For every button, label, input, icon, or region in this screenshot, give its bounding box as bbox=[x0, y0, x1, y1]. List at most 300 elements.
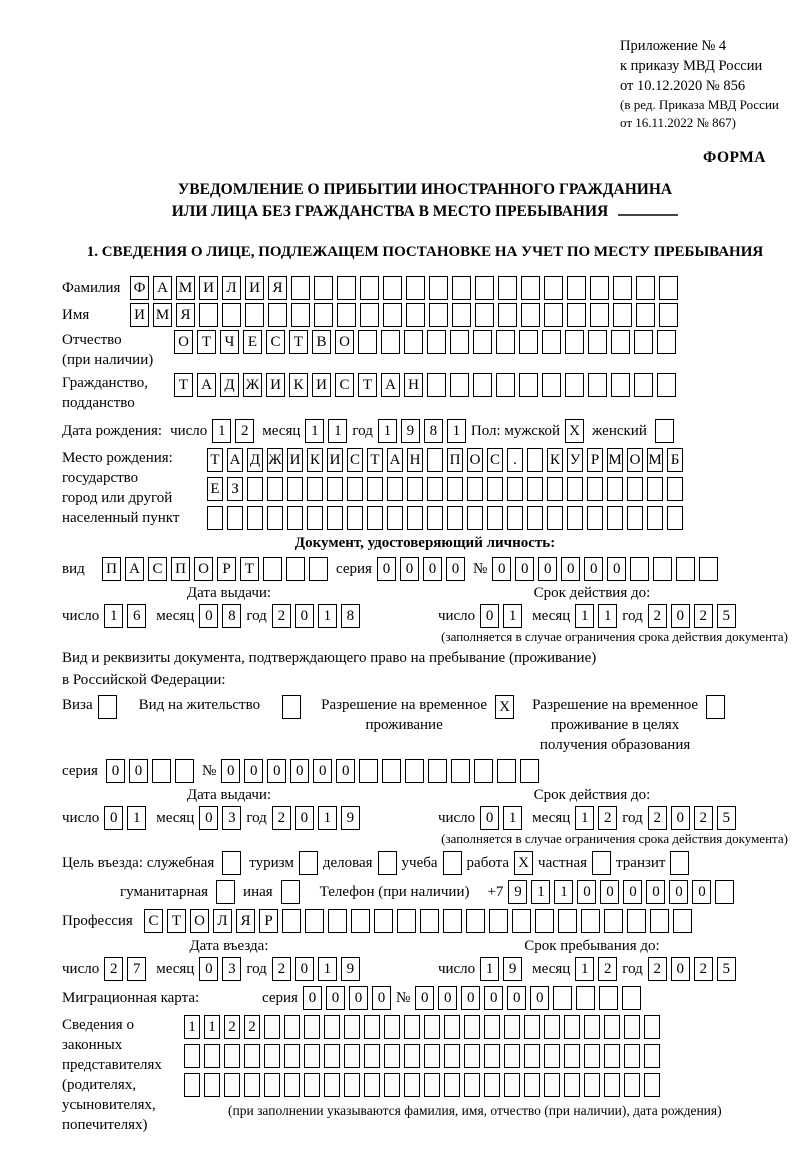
char-box[interactable]: Е bbox=[243, 330, 262, 354]
char-box[interactable] bbox=[427, 506, 443, 530]
char-box[interactable] bbox=[659, 303, 678, 327]
char-box[interactable] bbox=[216, 880, 235, 904]
char-box[interactable]: Р bbox=[587, 448, 603, 472]
char-box[interactable] bbox=[428, 759, 447, 783]
char-box[interactable]: С bbox=[347, 448, 363, 472]
char-box[interactable] bbox=[657, 330, 676, 354]
char-box[interactable]: 2 bbox=[244, 1015, 260, 1039]
char-box[interactable] bbox=[604, 1073, 620, 1097]
char-box[interactable]: 2 bbox=[598, 806, 617, 830]
char-box[interactable]: 2 bbox=[272, 806, 291, 830]
char-box[interactable] bbox=[387, 477, 403, 501]
char-box[interactable] bbox=[584, 1073, 600, 1097]
char-box[interactable] bbox=[607, 506, 623, 530]
char-box[interactable]: 0 bbox=[480, 806, 499, 830]
char-box[interactable] bbox=[344, 1044, 360, 1068]
char-box[interactable]: 0 bbox=[104, 806, 123, 830]
char-box[interactable]: 0 bbox=[372, 986, 391, 1010]
char-box[interactable] bbox=[447, 506, 463, 530]
char-box[interactable] bbox=[404, 1073, 420, 1097]
char-box[interactable] bbox=[364, 1015, 380, 1039]
char-box[interactable]: 1 bbox=[328, 419, 347, 443]
char-box[interactable] bbox=[504, 1044, 520, 1068]
char-box[interactable] bbox=[299, 851, 318, 875]
char-box[interactable]: 5 bbox=[717, 806, 736, 830]
char-box[interactable]: 0 bbox=[106, 759, 125, 783]
char-box[interactable] bbox=[304, 1044, 320, 1068]
title-blank-underline[interactable] bbox=[618, 204, 678, 216]
char-box[interactable] bbox=[98, 695, 117, 719]
char-box[interactable] bbox=[444, 1073, 460, 1097]
char-box[interactable]: 6 bbox=[127, 604, 146, 628]
char-box[interactable] bbox=[327, 477, 343, 501]
char-box[interactable]: 0 bbox=[129, 759, 148, 783]
char-box[interactable]: О bbox=[467, 448, 483, 472]
char-box[interactable] bbox=[567, 506, 583, 530]
char-box[interactable] bbox=[564, 1044, 580, 1068]
char-box[interactable] bbox=[429, 276, 448, 300]
char-box[interactable] bbox=[204, 1073, 220, 1097]
char-box[interactable] bbox=[427, 330, 446, 354]
char-box[interactable]: Т bbox=[358, 373, 377, 397]
char-box[interactable] bbox=[287, 506, 303, 530]
char-box[interactable] bbox=[383, 276, 402, 300]
char-box[interactable] bbox=[484, 1015, 500, 1039]
char-box[interactable]: Я bbox=[268, 276, 287, 300]
char-box[interactable]: И bbox=[287, 448, 303, 472]
char-box[interactable] bbox=[466, 909, 485, 933]
char-box[interactable]: Е bbox=[207, 477, 223, 501]
char-box[interactable]: 0 bbox=[492, 557, 511, 581]
char-box[interactable]: 0 bbox=[461, 986, 480, 1010]
char-box[interactable]: В bbox=[312, 330, 331, 354]
char-box[interactable] bbox=[634, 373, 653, 397]
char-box[interactable]: 0 bbox=[423, 557, 442, 581]
char-box[interactable]: 2 bbox=[235, 419, 254, 443]
char-box[interactable] bbox=[267, 506, 283, 530]
char-box[interactable] bbox=[247, 477, 263, 501]
char-box[interactable] bbox=[404, 1015, 420, 1039]
char-box[interactable] bbox=[263, 557, 282, 581]
char-box[interactable]: Ф bbox=[130, 276, 149, 300]
char-box[interactable]: Т bbox=[240, 557, 259, 581]
char-box[interactable] bbox=[547, 506, 563, 530]
char-box[interactable] bbox=[224, 1073, 240, 1097]
char-box[interactable] bbox=[284, 1015, 300, 1039]
char-box[interactable]: 0 bbox=[313, 759, 332, 783]
char-box[interactable] bbox=[544, 1073, 560, 1097]
char-box[interactable] bbox=[524, 1044, 540, 1068]
char-box[interactable]: С bbox=[335, 373, 354, 397]
char-box[interactable] bbox=[667, 477, 683, 501]
char-box[interactable] bbox=[521, 303, 540, 327]
char-box[interactable]: М bbox=[607, 448, 623, 472]
char-box[interactable] bbox=[644, 1015, 660, 1039]
char-box[interactable] bbox=[464, 1073, 480, 1097]
char-box[interactable] bbox=[547, 477, 563, 501]
char-box[interactable]: X bbox=[514, 851, 533, 875]
char-box[interactable] bbox=[473, 330, 492, 354]
char-box[interactable] bbox=[624, 1073, 640, 1097]
char-box[interactable] bbox=[381, 330, 400, 354]
char-box[interactable]: 0 bbox=[400, 557, 419, 581]
char-box[interactable] bbox=[267, 477, 283, 501]
char-box[interactable]: 8 bbox=[424, 419, 443, 443]
char-box[interactable] bbox=[553, 986, 572, 1010]
char-box[interactable] bbox=[564, 1073, 580, 1097]
char-box[interactable] bbox=[344, 1073, 360, 1097]
char-box[interactable]: 0 bbox=[199, 604, 218, 628]
char-box[interactable]: Н bbox=[407, 448, 423, 472]
char-box[interactable] bbox=[644, 1073, 660, 1097]
char-box[interactable] bbox=[291, 276, 310, 300]
char-box[interactable] bbox=[282, 695, 301, 719]
char-box[interactable]: 0 bbox=[577, 880, 596, 904]
char-box[interactable] bbox=[307, 506, 323, 530]
char-box[interactable]: 2 bbox=[694, 604, 713, 628]
char-box[interactable] bbox=[604, 1044, 620, 1068]
char-box[interactable]: А bbox=[197, 373, 216, 397]
char-box[interactable] bbox=[527, 448, 543, 472]
char-box[interactable]: Т bbox=[289, 330, 308, 354]
char-box[interactable] bbox=[407, 506, 423, 530]
char-box[interactable] bbox=[653, 557, 672, 581]
char-box[interactable]: И bbox=[266, 373, 285, 397]
char-box[interactable]: М bbox=[647, 448, 663, 472]
char-box[interactable]: 0 bbox=[438, 986, 457, 1010]
char-box[interactable]: 9 bbox=[503, 957, 522, 981]
char-box[interactable]: 5 bbox=[717, 604, 736, 628]
char-box[interactable] bbox=[676, 557, 695, 581]
char-box[interactable] bbox=[584, 1044, 600, 1068]
char-box[interactable]: Ж bbox=[267, 448, 283, 472]
char-box[interactable] bbox=[286, 557, 305, 581]
char-box[interactable] bbox=[304, 1015, 320, 1039]
char-box[interactable]: 0 bbox=[199, 957, 218, 981]
char-box[interactable] bbox=[309, 557, 328, 581]
char-box[interactable]: И bbox=[199, 276, 218, 300]
char-box[interactable] bbox=[467, 506, 483, 530]
char-box[interactable]: 0 bbox=[584, 557, 603, 581]
char-box[interactable]: Ч bbox=[220, 330, 239, 354]
char-box[interactable] bbox=[384, 1073, 400, 1097]
char-box[interactable]: Ж bbox=[243, 373, 262, 397]
char-box[interactable] bbox=[622, 986, 641, 1010]
char-box[interactable] bbox=[314, 276, 333, 300]
char-box[interactable] bbox=[590, 276, 609, 300]
char-box[interactable]: К bbox=[289, 373, 308, 397]
char-box[interactable] bbox=[588, 330, 607, 354]
char-box[interactable]: 0 bbox=[561, 557, 580, 581]
char-box[interactable] bbox=[284, 1044, 300, 1068]
char-box[interactable]: 0 bbox=[295, 957, 314, 981]
char-box[interactable]: 0 bbox=[538, 557, 557, 581]
char-box[interactable] bbox=[204, 1044, 220, 1068]
char-box[interactable] bbox=[613, 276, 632, 300]
char-box[interactable] bbox=[347, 477, 363, 501]
char-box[interactable] bbox=[378, 851, 397, 875]
char-box[interactable] bbox=[444, 1044, 460, 1068]
char-box[interactable] bbox=[374, 909, 393, 933]
char-box[interactable]: 0 bbox=[607, 557, 626, 581]
char-box[interactable]: Р bbox=[259, 909, 278, 933]
char-box[interactable] bbox=[627, 909, 646, 933]
char-box[interactable] bbox=[304, 1073, 320, 1097]
char-box[interactable] bbox=[175, 759, 194, 783]
char-box[interactable] bbox=[475, 303, 494, 327]
char-box[interactable]: 1 bbox=[480, 957, 499, 981]
char-box[interactable] bbox=[636, 276, 655, 300]
char-box[interactable] bbox=[264, 1015, 280, 1039]
char-box[interactable] bbox=[360, 276, 379, 300]
char-box[interactable] bbox=[699, 557, 718, 581]
char-box[interactable]: 9 bbox=[508, 880, 527, 904]
char-box[interactable] bbox=[444, 1015, 460, 1039]
char-box[interactable] bbox=[473, 373, 492, 397]
char-box[interactable] bbox=[544, 1015, 560, 1039]
char-box[interactable]: Т bbox=[207, 448, 223, 472]
char-box[interactable]: 1 bbox=[318, 604, 337, 628]
char-box[interactable] bbox=[337, 276, 356, 300]
char-box[interactable]: 0 bbox=[267, 759, 286, 783]
char-box[interactable] bbox=[443, 909, 462, 933]
char-box[interactable] bbox=[222, 851, 241, 875]
char-box[interactable]: 1 bbox=[184, 1015, 200, 1039]
char-box[interactable] bbox=[484, 1073, 500, 1097]
char-box[interactable]: 0 bbox=[326, 986, 345, 1010]
char-box[interactable] bbox=[337, 303, 356, 327]
char-box[interactable] bbox=[424, 1044, 440, 1068]
char-box[interactable] bbox=[324, 1015, 340, 1039]
char-box[interactable]: 0 bbox=[295, 604, 314, 628]
char-box[interactable] bbox=[199, 303, 218, 327]
char-box[interactable]: 1 bbox=[104, 604, 123, 628]
char-box[interactable]: Д bbox=[220, 373, 239, 397]
char-box[interactable] bbox=[452, 276, 471, 300]
char-box[interactable] bbox=[207, 506, 223, 530]
char-box[interactable]: 0 bbox=[671, 604, 690, 628]
char-box[interactable]: 1 bbox=[318, 806, 337, 830]
char-box[interactable] bbox=[588, 373, 607, 397]
char-box[interactable] bbox=[670, 851, 689, 875]
char-box[interactable]: 0 bbox=[244, 759, 263, 783]
char-box[interactable]: 2 bbox=[694, 957, 713, 981]
char-box[interactable] bbox=[247, 506, 263, 530]
char-box[interactable]: 0 bbox=[692, 880, 711, 904]
char-box[interactable] bbox=[524, 1015, 540, 1039]
char-box[interactable] bbox=[467, 477, 483, 501]
char-box[interactable] bbox=[324, 1073, 340, 1097]
char-box[interactable] bbox=[655, 419, 674, 443]
char-box[interactable]: 8 bbox=[341, 604, 360, 628]
char-box[interactable] bbox=[367, 477, 383, 501]
char-box[interactable]: 0 bbox=[199, 806, 218, 830]
char-box[interactable] bbox=[599, 986, 618, 1010]
char-box[interactable]: А bbox=[387, 448, 403, 472]
char-box[interactable]: 3 bbox=[222, 806, 241, 830]
char-box[interactable]: 0 bbox=[377, 557, 396, 581]
char-box[interactable]: Я bbox=[236, 909, 255, 933]
char-box[interactable] bbox=[519, 330, 538, 354]
char-box[interactable]: 1 bbox=[503, 604, 522, 628]
char-box[interactable] bbox=[657, 373, 676, 397]
char-box[interactable] bbox=[367, 506, 383, 530]
char-box[interactable]: 1 bbox=[127, 806, 146, 830]
char-box[interactable]: 0 bbox=[671, 957, 690, 981]
char-box[interactable]: 7 bbox=[127, 957, 146, 981]
char-box[interactable] bbox=[384, 1015, 400, 1039]
char-box[interactable] bbox=[535, 909, 554, 933]
char-box[interactable] bbox=[524, 1073, 540, 1097]
char-box[interactable] bbox=[544, 303, 563, 327]
char-box[interactable] bbox=[512, 909, 531, 933]
char-box[interactable] bbox=[184, 1073, 200, 1097]
char-box[interactable] bbox=[634, 330, 653, 354]
char-box[interactable]: 2 bbox=[272, 957, 291, 981]
char-box[interactable] bbox=[407, 477, 423, 501]
char-box[interactable]: К bbox=[547, 448, 563, 472]
char-box[interactable]: А bbox=[153, 276, 172, 300]
char-box[interactable]: Л bbox=[213, 909, 232, 933]
char-box[interactable] bbox=[429, 303, 448, 327]
char-box[interactable] bbox=[327, 506, 343, 530]
char-box[interactable] bbox=[404, 1044, 420, 1068]
char-box[interactable] bbox=[427, 477, 443, 501]
char-box[interactable] bbox=[359, 759, 378, 783]
char-box[interactable] bbox=[581, 909, 600, 933]
char-box[interactable]: О bbox=[194, 557, 213, 581]
char-box[interactable]: И bbox=[130, 303, 149, 327]
char-box[interactable]: 1 bbox=[503, 806, 522, 830]
char-box[interactable]: 9 bbox=[401, 419, 420, 443]
char-box[interactable] bbox=[497, 759, 516, 783]
char-box[interactable]: 1 bbox=[598, 604, 617, 628]
char-box[interactable] bbox=[558, 909, 577, 933]
char-box[interactable]: 1 bbox=[305, 419, 324, 443]
char-box[interactable] bbox=[667, 506, 683, 530]
char-box[interactable] bbox=[604, 1015, 620, 1039]
char-box[interactable] bbox=[519, 373, 538, 397]
char-box[interactable]: 1 bbox=[447, 419, 466, 443]
char-box[interactable] bbox=[576, 986, 595, 1010]
char-box[interactable]: 0 bbox=[336, 759, 355, 783]
char-box[interactable] bbox=[587, 477, 603, 501]
char-box[interactable] bbox=[565, 330, 584, 354]
char-box[interactable] bbox=[650, 909, 669, 933]
char-box[interactable] bbox=[604, 909, 623, 933]
char-box[interactable] bbox=[527, 506, 543, 530]
char-box[interactable] bbox=[405, 759, 424, 783]
char-box[interactable] bbox=[624, 1044, 640, 1068]
char-box[interactable] bbox=[487, 477, 503, 501]
char-box[interactable]: . bbox=[507, 448, 523, 472]
char-box[interactable] bbox=[464, 1015, 480, 1039]
char-box[interactable]: X bbox=[565, 419, 584, 443]
char-box[interactable] bbox=[314, 303, 333, 327]
char-box[interactable] bbox=[451, 759, 470, 783]
char-box[interactable] bbox=[404, 330, 423, 354]
char-box[interactable] bbox=[659, 276, 678, 300]
char-box[interactable] bbox=[268, 303, 287, 327]
char-box[interactable] bbox=[474, 759, 493, 783]
char-box[interactable]: С bbox=[487, 448, 503, 472]
char-box[interactable]: О bbox=[627, 448, 643, 472]
char-box[interactable] bbox=[607, 477, 623, 501]
char-box[interactable]: X bbox=[495, 695, 514, 719]
char-box[interactable]: 0 bbox=[669, 880, 688, 904]
char-box[interactable] bbox=[427, 373, 446, 397]
char-box[interactable]: Т bbox=[367, 448, 383, 472]
char-box[interactable] bbox=[627, 506, 643, 530]
char-box[interactable] bbox=[567, 303, 586, 327]
char-box[interactable] bbox=[452, 303, 471, 327]
char-box[interactable]: М bbox=[153, 303, 172, 327]
char-box[interactable] bbox=[484, 1044, 500, 1068]
char-box[interactable] bbox=[387, 506, 403, 530]
char-box[interactable] bbox=[507, 506, 523, 530]
char-box[interactable] bbox=[706, 695, 725, 719]
char-box[interactable]: 0 bbox=[446, 557, 465, 581]
char-box[interactable] bbox=[264, 1044, 280, 1068]
char-box[interactable] bbox=[590, 303, 609, 327]
char-box[interactable]: 1 bbox=[212, 419, 231, 443]
char-box[interactable] bbox=[715, 880, 734, 904]
char-box[interactable] bbox=[305, 909, 324, 933]
char-box[interactable]: 1 bbox=[531, 880, 550, 904]
char-box[interactable] bbox=[496, 373, 515, 397]
char-box[interactable] bbox=[592, 851, 611, 875]
char-box[interactable] bbox=[152, 759, 171, 783]
char-box[interactable]: 0 bbox=[349, 986, 368, 1010]
char-box[interactable]: И bbox=[245, 276, 264, 300]
char-box[interactable] bbox=[527, 477, 543, 501]
char-box[interactable]: 0 bbox=[646, 880, 665, 904]
char-box[interactable] bbox=[636, 303, 655, 327]
char-box[interactable]: Т bbox=[174, 373, 193, 397]
char-box[interactable]: 2 bbox=[694, 806, 713, 830]
char-box[interactable] bbox=[647, 477, 663, 501]
char-box[interactable]: С bbox=[266, 330, 285, 354]
char-box[interactable] bbox=[544, 1044, 560, 1068]
char-box[interactable]: 2 bbox=[104, 957, 123, 981]
char-box[interactable] bbox=[475, 276, 494, 300]
char-box[interactable]: 2 bbox=[272, 604, 291, 628]
char-box[interactable]: 0 bbox=[221, 759, 240, 783]
char-box[interactable] bbox=[464, 1044, 480, 1068]
char-box[interactable] bbox=[420, 909, 439, 933]
char-box[interactable]: 0 bbox=[671, 806, 690, 830]
char-box[interactable]: Т bbox=[167, 909, 186, 933]
char-box[interactable]: 0 bbox=[480, 604, 499, 628]
char-box[interactable]: К bbox=[307, 448, 323, 472]
char-box[interactable] bbox=[245, 303, 264, 327]
char-box[interactable]: 1 bbox=[575, 806, 594, 830]
char-box[interactable]: Р bbox=[217, 557, 236, 581]
char-box[interactable] bbox=[384, 1044, 400, 1068]
char-box[interactable] bbox=[611, 330, 630, 354]
char-box[interactable]: 2 bbox=[648, 957, 667, 981]
char-box[interactable] bbox=[567, 477, 583, 501]
char-box[interactable]: 0 bbox=[295, 806, 314, 830]
char-box[interactable] bbox=[307, 477, 323, 501]
char-box[interactable]: 0 bbox=[515, 557, 534, 581]
char-box[interactable] bbox=[520, 759, 539, 783]
char-box[interactable] bbox=[382, 759, 401, 783]
char-box[interactable]: У bbox=[567, 448, 583, 472]
char-box[interactable] bbox=[564, 1015, 580, 1039]
char-box[interactable]: Т bbox=[197, 330, 216, 354]
char-box[interactable] bbox=[542, 373, 561, 397]
